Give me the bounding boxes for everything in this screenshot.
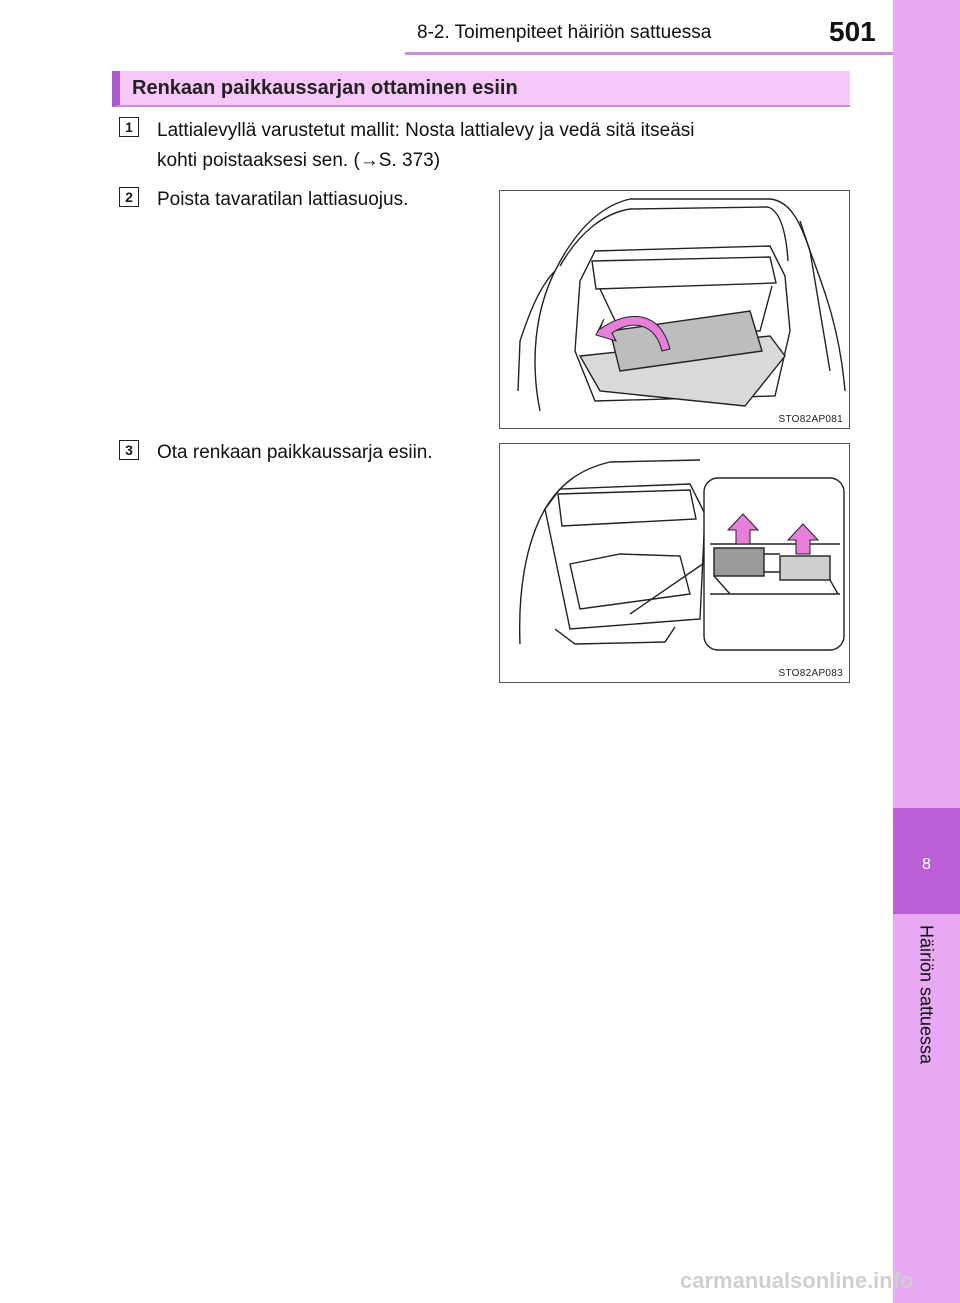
- car-trunk-illustration: [500, 191, 849, 428]
- step-3-text: Ota renkaan paikkaussarja esiin.: [157, 442, 433, 463]
- watermark: carmanualsonline.info: [680, 1268, 914, 1293]
- header-title: 8-2. Toimenpiteet häiriön sattuessa: [417, 22, 712, 43]
- step-1-line-1: Lattialevyllä varustetut mallit: Nosta lattialevy ja vedä sitä itseäsi: [157, 120, 695, 141]
- step-3-number: 3: [119, 440, 139, 460]
- repair-kit-illustration: [500, 444, 849, 682]
- step-1-line-2: kohti poistaaksesi sen. (→S. 373): [157, 150, 441, 171]
- chapter-number: 8: [922, 856, 931, 873]
- side-thumb-tab: [893, 0, 960, 1303]
- header-rule: [405, 52, 893, 55]
- page-number: 501: [829, 16, 876, 47]
- step-2-number: 2: [119, 187, 139, 207]
- figure-luggage-floor-cover: [499, 190, 850, 429]
- section-heading: [112, 71, 850, 107]
- figure-repair-kit-location: [499, 443, 850, 683]
- step-2-text: Poista tavaratilan lattiasuojus.: [157, 189, 409, 210]
- section-heading-text: Renkaan paikkaussarjan ottaminen esiin: [132, 77, 518, 99]
- figure-2-code: STO82AP083: [778, 668, 843, 679]
- chapter-label: Häiriön sattuessa: [916, 925, 937, 1065]
- figure-1-code: STO82AP081: [778, 414, 843, 425]
- step-1-number: 1: [119, 117, 139, 137]
